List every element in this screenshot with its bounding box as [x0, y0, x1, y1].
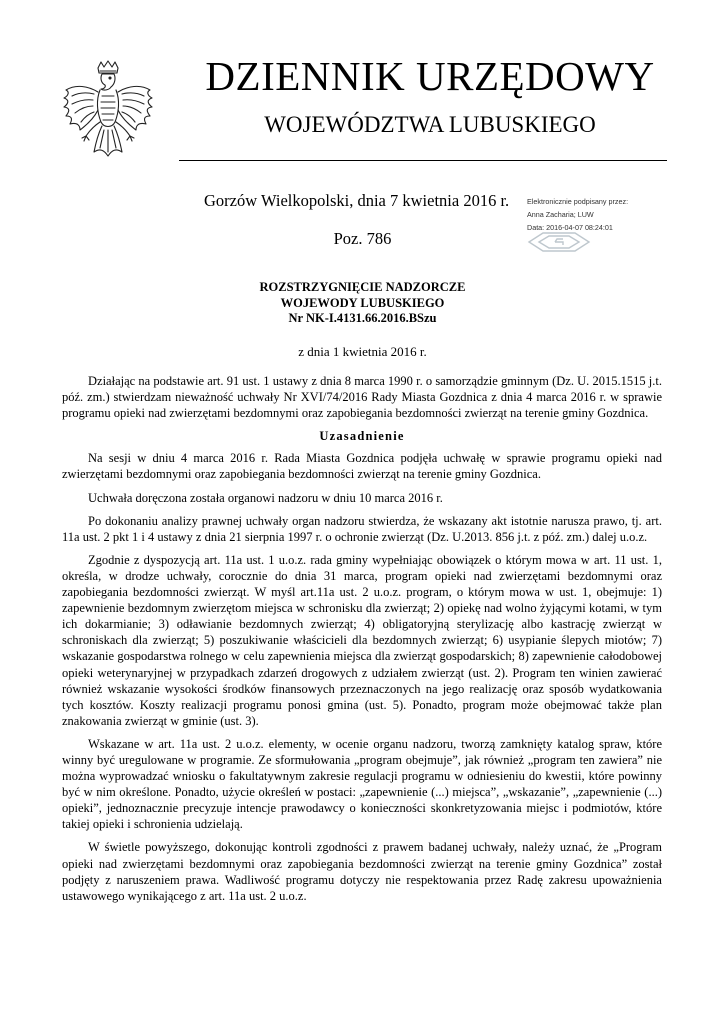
signature-stamp-icon: [527, 230, 591, 254]
body-paragraph: W świetle powyższego, dokonując kontroli zgodności z prawem badanej uchwały, należy uznać, że „Program opieki nad zwierzętami bezdomnymi oraz zapobiegania bezdomności zwierząt na terenie gminy Gozdnica” został podjęty z naruszeniem prawa. Wadliwość programu dotyczy nie respektowania przez Radę zakresu upoważnienia ustawowego wynikającego z art. 11a ust. 2 u.o.z.: [62, 840, 662, 903]
publication-subtitle: WOJEWÓDZTWA LUBUSKIEGO: [264, 112, 596, 137]
document-body: [62, 373, 662, 911]
body-paragraph: Na sesji w dniu 4 marca 2016 r. Rada Miasta Gozdnica podjęła uchwałę w sprawie programu opieki nad zwierzętami bezdomnymi oraz zapobiegania bezdomności zwierząt na terenie gminy Gozdnica.: [62, 451, 662, 482]
intro-paragraph: Działając na podstawie art. 91 ust. 1 ustawy z dnia 8 marca 1990 r. o samorządzie gminnym (Dz. U. 2015.1515 j.t. póź. zm.) stwierdzam nieważność uchwały Nr XVI/74/2016 Rady Miasta Gozdnica z dnia 4 marca 2016 r. w sprawie programu opieki nad zwierzętami bezdomnymi oraz zapobiegania bezdomności zwierząt na terenie gminy Gozdnica.: [62, 374, 662, 421]
signature-signer: Anna Zacharia; LUW: [527, 210, 594, 219]
publication-dateline: Gorzów Wielkopolski, dnia 7 kwietnia 2016 r.: [204, 191, 510, 210]
signature-date: Data: 2016-04-07 08:24:01: [527, 223, 613, 232]
heading-line-3: Nr NK-I.4131.66.2016.BSzu: [288, 311, 437, 325]
signature-label: Elektronicznie podpisany przez:: [527, 197, 629, 206]
body-paragraph: Po dokonaniu analizy prawnej uchwały organ nadzoru stwierdza, że wskazany akt istotnie narusza prawo, tj. art. 11a ust. 2 pkt 1 i 4 ustawy z dnia 21 sierpnia 1997 r. o ochronie zwierząt (Dz. U.2013. 856 j.t. z póź. zm.) dalej u.o.z.: [62, 513, 662, 544]
heading-line-1: ROZSTRZYGNIĘCIE NADZORCZE: [259, 280, 466, 294]
document-date: z dnia 1 kwietnia 2016 r.: [298, 344, 427, 359]
eagle-emblem: [60, 60, 156, 170]
section-title: Uzasadnienie: [319, 429, 405, 444]
body-paragraph: Zgodnie z dyspozycją art. 11a ust. 1 u.o.z. rada gminy wypełniając obowiązek o którym mowa w art. 11 ust. 1, określa, w drodze uchwały, corocznie do dnia 31 marca, program opieki nad zwierzętami bezdomnymi oraz zapobiegania bezdomności zwierząt. W myśl art.11a ust. 2 u.o.z. program, o którym mowa w ust. 1, obejmuje: 1) zapewnienie bezdomnym zwierzętom miejsca w schronisku dla zwierząt; 2) opiekę nad wolno żyjącymi kotami, w tym ich dokarmianie; 3) odławianie bezdomnych zwierząt; 4) obligatoryjną sterylizację albo kastrację zwierząt w schroniskach dla zwierząt; 5) poszukiwanie właścicieli dla bezdomnych zwierząt; 6) usypianie ślepych miotów; 7) wskazanie gospodarstwa rolnego w celu zapewnienia miejsca dla zwierząt gospodarskich; 8) zapewnienie całodobowej opieki weterynaryjnej w przypadkach zdarzeń drogowych z udziałem zwierząt (ust. 2). Program ten winien zawierać również wskazanie wysokości środków finansowych przeznaczonych na jego realizację oraz sposób wydatkowania tych kosztów. Koszty realizacji programu ponosi gmina (ust. 5). Ponadto, program może obejmować także plan znakowania zwierząt w gminie (ust. 3).: [62, 552, 662, 728]
electronic-signature: [527, 195, 628, 234]
position-number: Poz. 786: [333, 229, 392, 248]
publication-title: DZIENNIK URZĘDOWY: [205, 53, 655, 99]
header-divider: [179, 160, 667, 161]
heading-line-2: WOJEWODY LUBUSKIEGO: [280, 295, 445, 310]
body-paragraph: Uchwała doręczona została organowi nadzoru w dniu 10 marca 2016 r.: [88, 490, 443, 505]
document-heading: [0, 280, 725, 327]
body-paragraph: Wskazane w art. 11a ust. 2 u.o.z. elementy, w ocenie organu nadzoru, tworzą zamknięty katalog spraw, które winny być uregulowane w programie. Ze sformułowania „program obejmuje”, jak również „program ten zawiera” nie można wyprowadzać wniosku o fakultatywnym zakresie regulacji programu w odniesieniu do kwestii, które powinny być w nim określone. Ponadto, użycie określeń w postaci: „zapewnienie (...) miejsca”, „wskazanie”, „zapewnienie (...) opieki”, jednoznacznie precyzuje intencje prawodawcy o konieczności skonkretyzowania miejsc i podmiotów, które takiej opieki i schronienia udzielają.: [62, 736, 662, 832]
